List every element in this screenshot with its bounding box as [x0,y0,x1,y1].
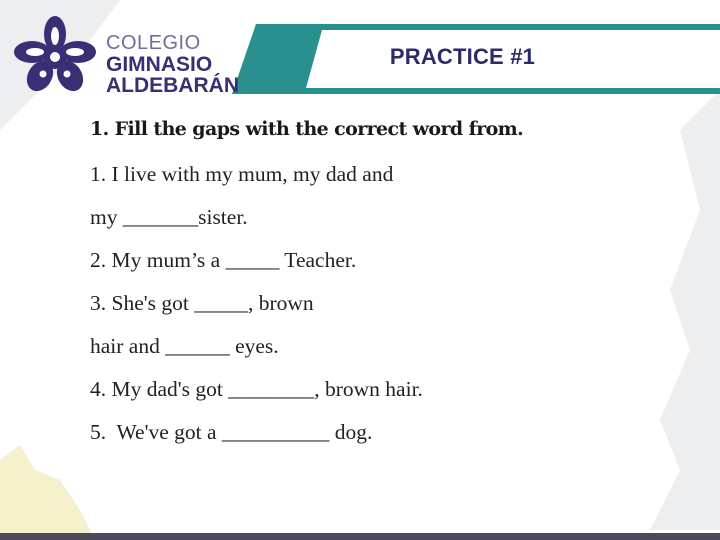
school-logo [10,8,250,104]
logo-line-colegio: COLEGIO [106,32,201,54]
page-title: PRACTICE #1 [389,44,536,69]
exercise-line: 4. My dad's got ________, brown hair. [90,377,423,401]
exercise-content [90,118,650,464]
footer-bar [0,533,720,540]
exercise-line: hair and ______ eyes. [90,334,279,358]
logo-line-gimnasio: GIMNASIO [106,53,213,76]
logo-line-aldebaran: ALDEBARÁN [106,74,239,97]
exercise-line: 1. I live with my mum, my dad and [90,162,394,186]
exercise-line: my _______sister. [90,205,248,229]
exercise-line: 2. My mum’s a _____ Teacher. [90,248,357,272]
exercise-heading: 1. Fill the gaps with the correct word from. [90,118,524,140]
logo-flower-icon [10,12,100,102]
exercise-line: 5. We've got a __________ dog. [90,420,373,444]
exercise-line: 3. She's got _____, brown [90,291,314,315]
